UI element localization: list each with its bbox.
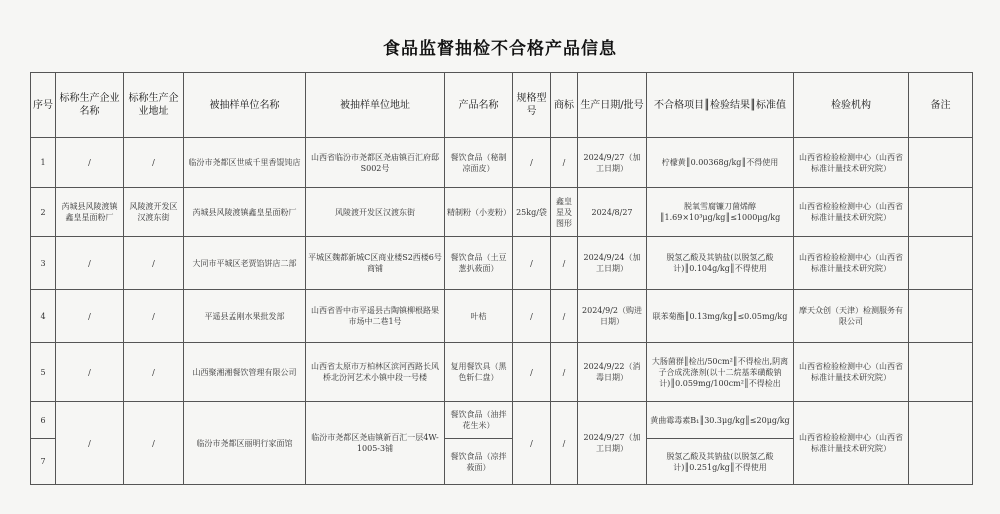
cell-producer: /	[56, 343, 124, 402]
cell-agency: 摩天众创（天津）检测服务有限公司	[794, 290, 909, 343]
cell-date: 2024/9/22（消毒日期）	[578, 343, 647, 402]
cell-product: 餐饮食品（秘制凉面皮）	[445, 138, 513, 188]
cell-agency: 山西省检验检测中心（山西省标准计量技术研究院）	[794, 138, 909, 188]
cell-result: 大肠菌群║检出/50cm²║不得检出,阴离子合成洗涤剂(以十二烷基苯磺酸钠计)║0.059mg/100cm²║不得检出	[647, 343, 794, 402]
cell-sampled-address: 临汾市尧都区尧庙镇新百汇一层4W-1005-3铺	[306, 402, 445, 485]
cell-note	[909, 402, 973, 485]
cell-date: 2024/9/27（加工日期）	[578, 138, 647, 188]
cell-sampled-address: 风陵渡开发区汉渡东街	[306, 188, 445, 237]
cell-product: 餐饮食品（凉拌莜面）	[445, 439, 513, 485]
cell-date: 2024/9/2（购进日期）	[578, 290, 647, 343]
cell-producer-address: /	[124, 343, 184, 402]
header-agency: 检验机构	[794, 73, 909, 138]
cell-producer: /	[56, 402, 124, 485]
cell-producer: /	[56, 290, 124, 343]
cell-producer: /	[56, 237, 124, 290]
table-row	[31, 188, 973, 237]
cell-date: 2024/8/27	[578, 188, 647, 237]
cell-product: 复用餐饮具（黑色斩仁盘）	[445, 343, 513, 402]
cell-brand: /	[551, 237, 578, 290]
cell-producer: 芮城县风陵渡镇鑫皇星面粉厂	[56, 188, 124, 237]
table-row	[31, 290, 973, 343]
cell-producer-address: 风陵渡开发区汉渡东街	[124, 188, 184, 237]
cell-no: 4	[31, 290, 56, 343]
cell-result: 脱氢乙酸及其钠盐(以脱氢乙酸计)║0.104g/kg║不得使用	[647, 237, 794, 290]
cell-spec: /	[513, 237, 551, 290]
cell-date: 2024/9/27（加工日期）	[578, 402, 647, 485]
cell-sampled-address: 山西省晋中市平遥县古陶镇柳根路果市场中二巷1号	[306, 290, 445, 343]
cell-agency: 山西省检验检测中心（山西省标准计量技术研究院）	[794, 343, 909, 402]
cell-result: 联苯菊酯║0.13mg/kg║≤0.05mg/kg	[647, 290, 794, 343]
table-header-row	[31, 73, 973, 138]
cell-no: 5	[31, 343, 56, 402]
cell-spec: /	[513, 343, 551, 402]
header-producer: 标称生产企业名称	[56, 73, 124, 138]
header-product: 产品名称	[445, 73, 513, 138]
cell-sampled-address: 平城区魏都新城C区商业楼S2西楼6号商铺	[306, 237, 445, 290]
cell-sampled-unit: 芮城县风陵渡镇鑫皇星面粉厂	[184, 188, 306, 237]
cell-note	[909, 290, 973, 343]
cell-note	[909, 188, 973, 237]
cell-result: 脱氧雪腐镰刀菌烯醇║1.69×10³μg/kg║≤1000μg/kg	[647, 188, 794, 237]
header-brand: 商标	[551, 73, 578, 138]
cell-sampled-address: 山西省临汾市尧都区尧庙镇百汇府邸S002号	[306, 138, 445, 188]
header-producer-address: 标称生产企业地址	[124, 73, 184, 138]
table-row	[31, 343, 973, 402]
cell-producer-address: /	[124, 138, 184, 188]
header-date: 生产日期/批号	[578, 73, 647, 138]
cell-sampled-unit: 大同市平城区老贾馅饼店二部	[184, 237, 306, 290]
cell-note	[909, 138, 973, 188]
cell-product: 精制粉（小麦粉）	[445, 188, 513, 237]
cell-note	[909, 237, 973, 290]
cell-sampled-address: 山西省太原市万柏林区滨河西路长风桥北汾河艺术小镇中段一号楼	[306, 343, 445, 402]
cell-spec: /	[513, 290, 551, 343]
document-title: 食品监督抽检不合格产品信息	[383, 39, 617, 59]
cell-producer: /	[56, 138, 124, 188]
header-no: 序号	[31, 73, 56, 138]
cell-sampled-unit: 山西聚湘湘餐饮管理有限公司	[184, 343, 306, 402]
cell-producer-address: /	[124, 290, 184, 343]
cell-no: 1	[31, 138, 56, 188]
cell-product: 叶桔	[445, 290, 513, 343]
cell-brand: /	[551, 402, 578, 485]
cell-no: 7	[31, 439, 56, 485]
cell-result: 脱氢乙酸及其钠盐(以脱氢乙酸计)║0.251g/kg║不得使用	[647, 439, 794, 485]
cell-product: 餐饮食品（土豆葱扒莜面）	[445, 237, 513, 290]
table-row	[31, 402, 973, 439]
cell-note	[909, 343, 973, 402]
cell-brand: /	[551, 290, 578, 343]
header-result: 不合格项目║检验结果║标准值	[647, 73, 794, 138]
cell-agency: 山西省检验检测中心（山西省标准计量技术研究院）	[794, 402, 909, 485]
table-row	[31, 237, 973, 290]
cell-sampled-unit: 平遥县孟刚水果批发部	[184, 290, 306, 343]
nonconforming-products-table	[30, 72, 973, 485]
cell-brand: 鑫皇星及图形	[551, 188, 578, 237]
cell-result: 柠檬黄║0.00368g/kg║不得使用	[647, 138, 794, 188]
cell-producer-address: /	[124, 237, 184, 290]
cell-agency: 山西省检验检测中心（山西省标准计量技术研究院）	[794, 188, 909, 237]
cell-spec: /	[513, 138, 551, 188]
cell-brand: /	[551, 343, 578, 402]
cell-result: 黄曲霉毒素B₁║30.3μg/kg║≤20μg/kg	[647, 402, 794, 439]
header-note: 备注	[909, 73, 973, 138]
cell-no: 2	[31, 188, 56, 237]
header-sampled-unit: 被抽样单位名称	[184, 73, 306, 138]
cell-date: 2024/9/24（加工日期）	[578, 237, 647, 290]
cell-brand: /	[551, 138, 578, 188]
cell-sampled-unit: 临汾市尧都区丽明行家面馆	[184, 402, 306, 485]
cell-no: 3	[31, 237, 56, 290]
cell-no: 6	[31, 402, 56, 439]
cell-sampled-unit: 临汾市尧都区世威千里香馄饨店	[184, 138, 306, 188]
cell-spec: 25kg/袋	[513, 188, 551, 237]
cell-producer-address: /	[124, 402, 184, 485]
table-row	[31, 138, 973, 188]
cell-product: 餐饮食品（油拌花生米）	[445, 402, 513, 439]
cell-spec: /	[513, 402, 551, 485]
cell-agency: 山西省检验检测中心（山西省标准计量技术研究院）	[794, 237, 909, 290]
header-spec: 规格型号	[513, 73, 551, 138]
header-sampled-address: 被抽样单位地址	[306, 73, 445, 138]
